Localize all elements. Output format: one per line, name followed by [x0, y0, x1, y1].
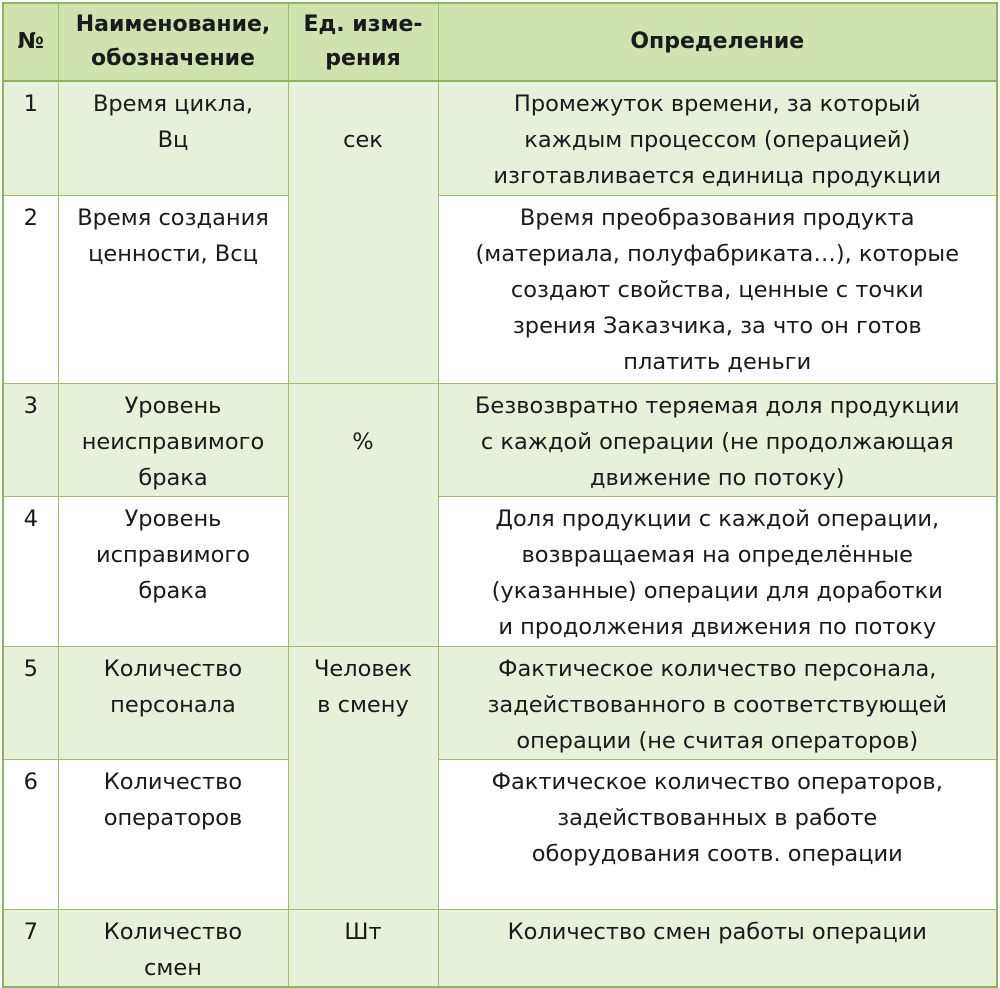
table-row [3, 496, 997, 646]
row-definition: Количество смен работы операции [438, 909, 997, 987]
row-name: Уровень неисправимого брака [58, 383, 288, 496]
header-name-line1: Наименование, [75, 12, 271, 37]
header-row [3, 3, 997, 81]
row-definition: Безвозвратно теряемая доля продукции с каждой операции (не продолжающая движение по потоку) [438, 383, 997, 496]
row-definition: Промежуток времени, за который каждым процессом (операцией) изготавливается единица продукции [438, 81, 997, 195]
header-unit [288, 3, 438, 81]
row-name: Количество операторов [58, 759, 288, 909]
row-number: 2 [3, 195, 58, 383]
unit-people: Человек в смену [288, 646, 438, 909]
unit-percent: % [288, 383, 438, 646]
row-number: 4 [3, 496, 58, 646]
unit-sec: сек [288, 81, 438, 383]
row-number: 1 [3, 81, 58, 195]
row-name: Количество персонала [58, 646, 288, 759]
row-definition: Фактическое количество персонала, задействованного в соответствующей операции (не считая операторов) [438, 646, 997, 759]
header-name [58, 3, 288, 81]
row-name: Время цикла, Вц [58, 81, 288, 195]
row-name: Уровень исправимого брака [58, 496, 288, 646]
header-unit-line2: рения [325, 46, 401, 71]
table-row [3, 646, 997, 759]
row-number: 6 [3, 759, 58, 909]
header-num: № [3, 3, 58, 81]
header-definition: Определение [438, 3, 997, 81]
row-number: 5 [3, 646, 58, 759]
row-name: Время создания ценности, Всц [58, 195, 288, 383]
row-name: Количество смен [58, 909, 288, 987]
table-row [3, 81, 997, 195]
table-row [3, 383, 997, 496]
unit-pcs: Шт [288, 909, 438, 987]
header-name-line2: обозначение [91, 46, 255, 71]
row-definition: Фактическое количество операторов, задействованных в работе оборудования соотв. операции [438, 759, 997, 909]
header-unit-line1: Ед. изме- [303, 12, 423, 37]
metrics-table [2, 2, 998, 988]
table-row [3, 759, 997, 909]
row-number: 3 [3, 383, 58, 496]
table-row [3, 909, 997, 987]
row-number: 7 [3, 909, 58, 987]
row-definition: Доля продукции с каждой операции, возвращаемая на определённые (указанные) операции для доработки и продолжения движения по потоку [438, 496, 997, 646]
table-row [3, 195, 997, 383]
row-definition: Время преобразования продукта (материала, полуфабриката…), которые создают свойства, ценные с точки зрения Заказчика, за что он готов платить деньги [438, 195, 997, 383]
